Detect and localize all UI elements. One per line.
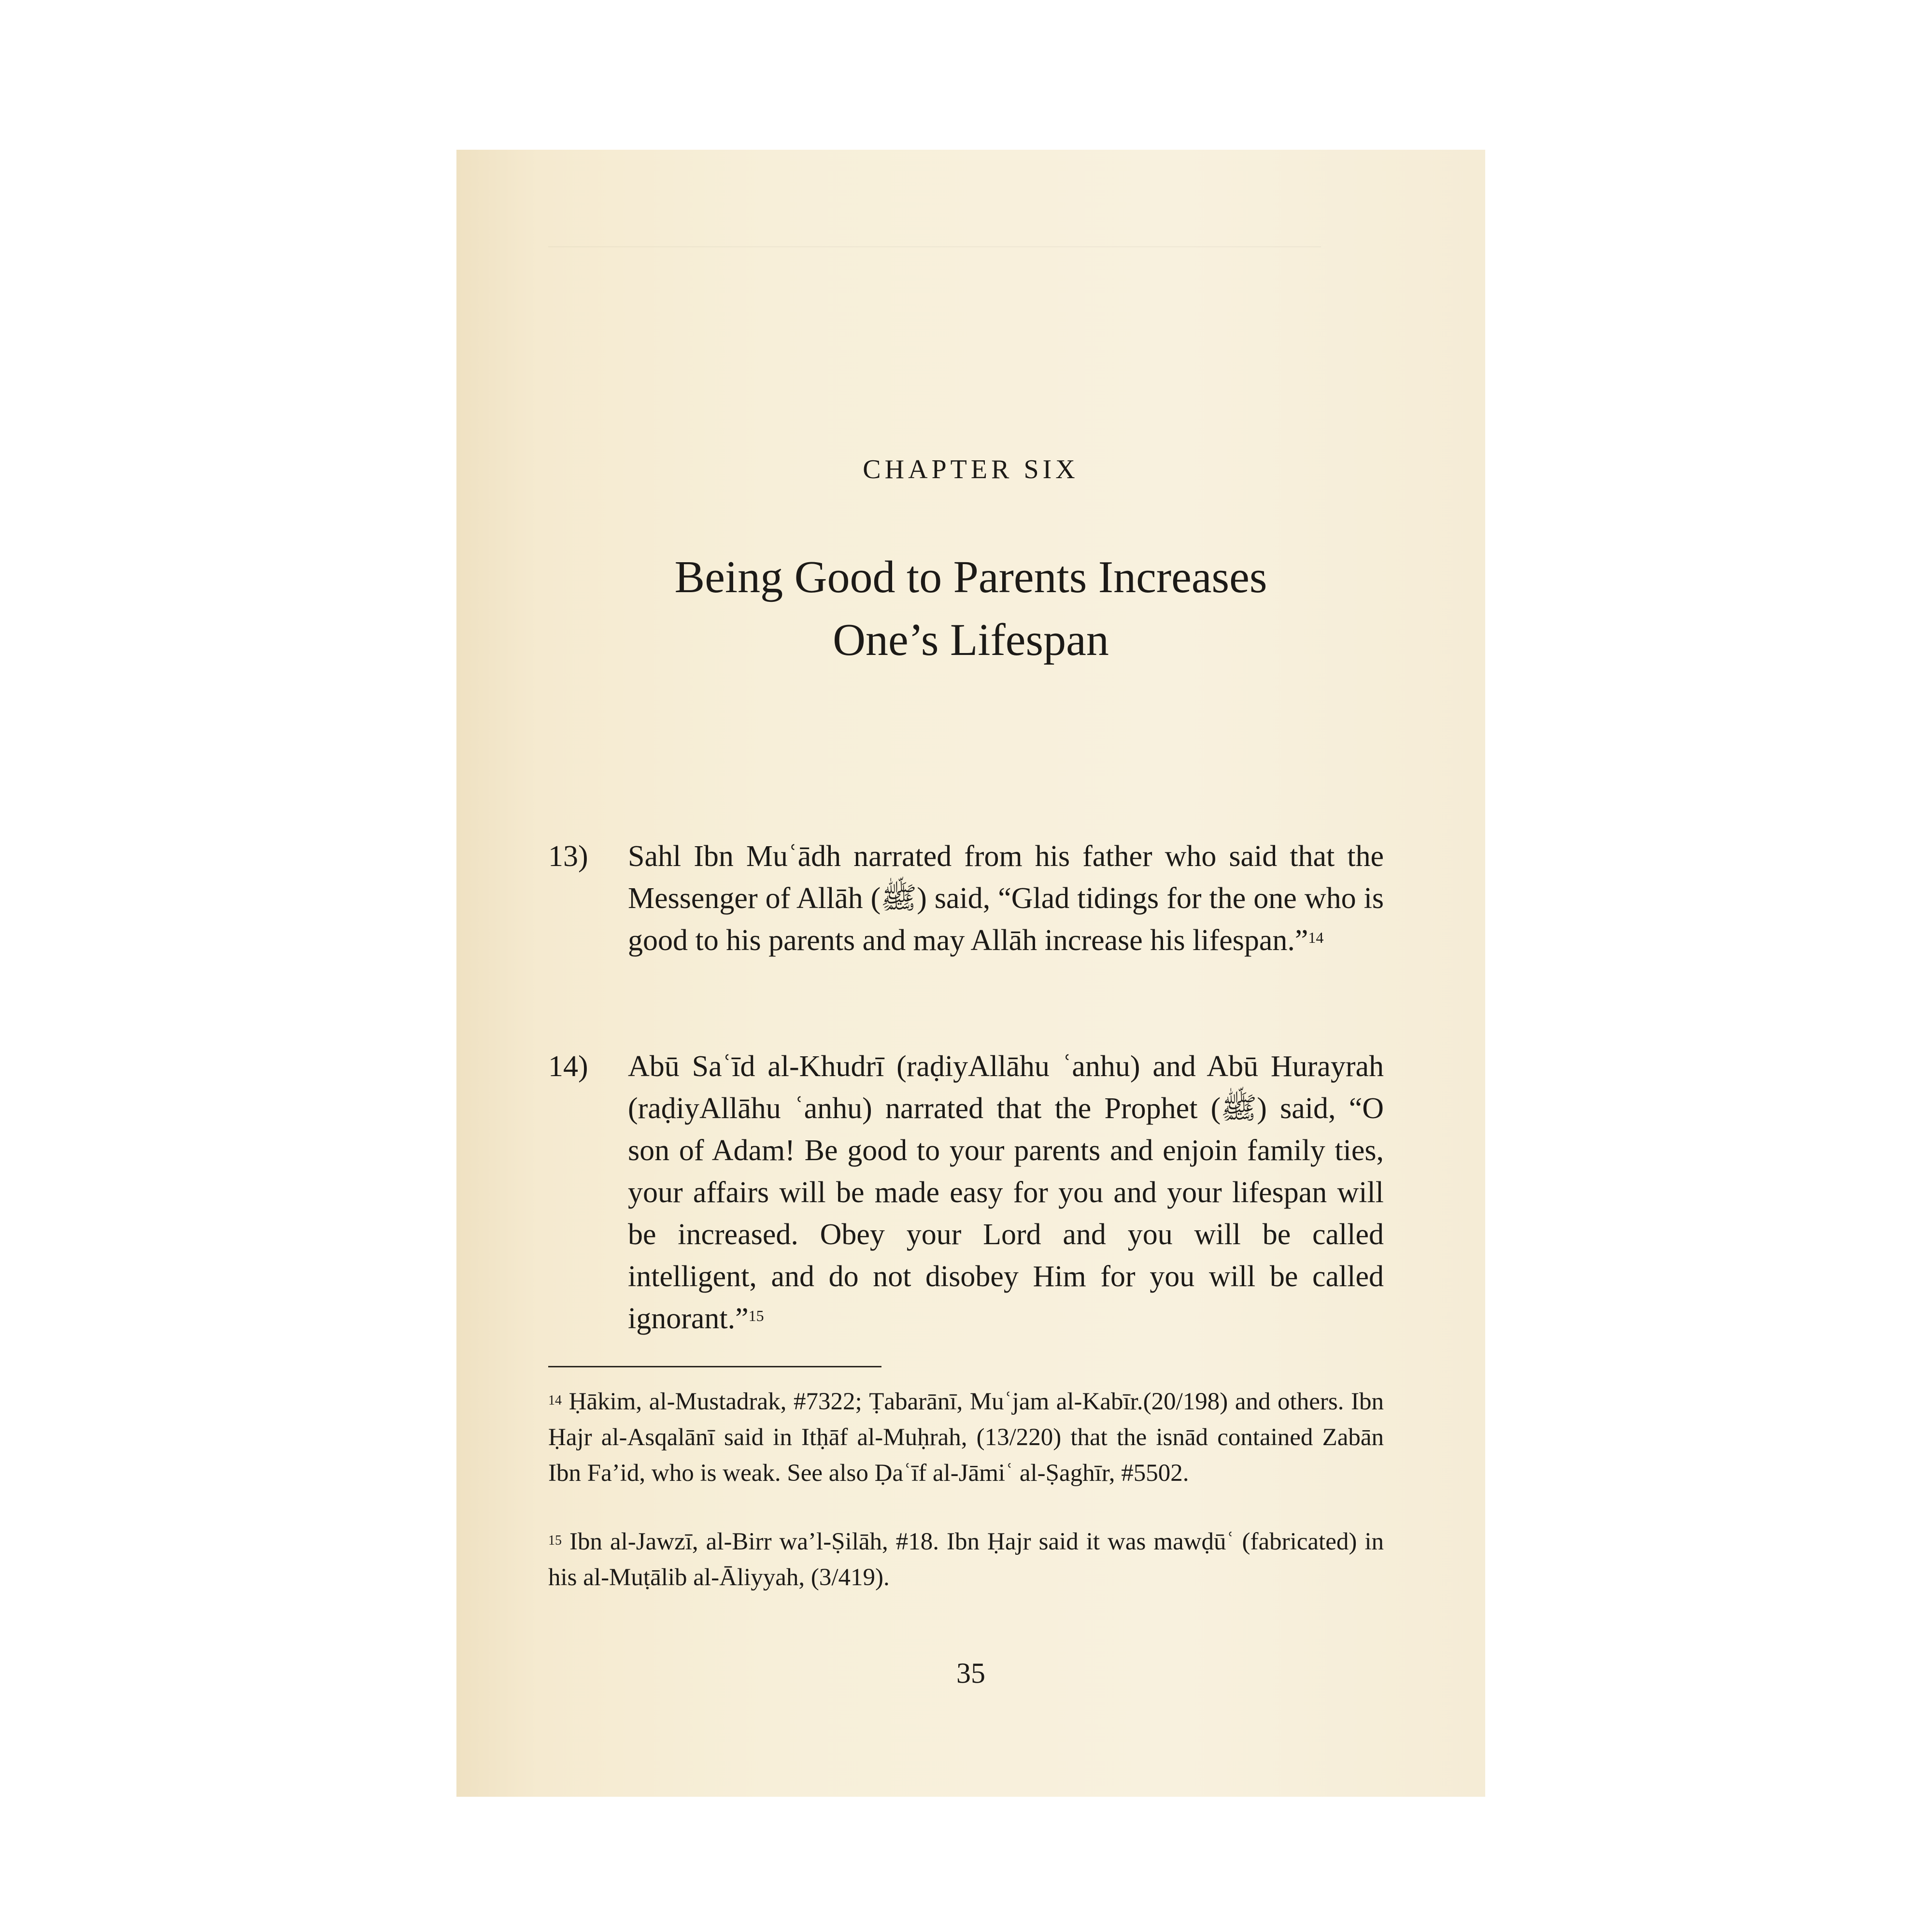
- entry-number: 14): [548, 1050, 588, 1083]
- footnote-marker: 14: [548, 1393, 562, 1408]
- footnote-reference: 15: [748, 1307, 764, 1324]
- footnote-15: [548, 1524, 1384, 1595]
- entry-body: Sahl Ibn Muʿādh narrated from his father who said that the Messenger of Allāh (ﷺ) said, “Glad tidings for the one who is good to his parents and may Allāh increase his lifespan.”: [628, 840, 1384, 957]
- entry-text: [628, 836, 1384, 962]
- chapter-title-line-1: Being Good to Parents Increases: [674, 552, 1267, 602]
- book-page: [456, 150, 1485, 1797]
- page-number: 35: [956, 1657, 985, 1689]
- footnote-reference: 14: [1308, 929, 1324, 946]
- footnote-text: Ḥākim, al-Mustadrak, #7322; Ṭabarānī, Muʿjam al-Kabīr.(20/198) and others. Ibn Ḥajr al-Asqalānī said in Itḥāf al-Muḥrah, (13/220) that the isnād contained Zabān Ibn Fa’id, who is weak. See also Ḍaʿīf al-Jāmiʿ al-Ṣaghīr, #5502.: [548, 1388, 1384, 1487]
- footnote-marker: 15: [548, 1533, 562, 1548]
- chapter-label: CHAPTER SIX: [863, 455, 1079, 484]
- chapter-title-line-2: One’s Lifespan: [833, 615, 1109, 665]
- chapter-title: [456, 546, 1485, 671]
- footnote-text: Ibn al-Jawzī, al-Birr wa’l-Ṣilāh, #18. Ibn Ḥajr said it was mawḍūʿ (fabricated) in his al-Muṭālib al-Āliyyah, (3/419).: [548, 1528, 1384, 1591]
- entry-text: [628, 1046, 1384, 1340]
- footnote-divider: [548, 1366, 881, 1367]
- entry-number: 13): [548, 840, 588, 873]
- entry-body: Abū Saʿīd al-Khudrī (raḍiyAllāhu ʿanhu) and Abū Hurayrah (raḍiyAllāhu ʿanhu) narrated that the Prophet (ﷺ) said, “O son of Adam! Be good to your parents and enjoin family ties, your affairs will be made easy for you and your lifespan will be increased. Obey your Lord and you will be called intelligent, and do not disobey Him for you will be called ignorant.”: [628, 1050, 1384, 1335]
- footnote-14: [548, 1384, 1384, 1491]
